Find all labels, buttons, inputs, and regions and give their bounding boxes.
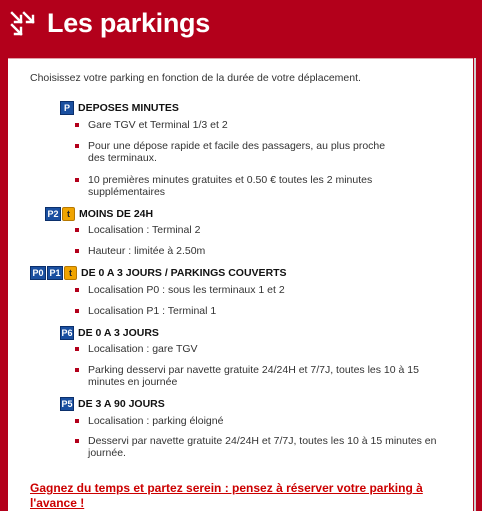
shuttle-badge-icon: t	[62, 207, 75, 221]
section-title: MOINS DE 24H	[79, 208, 154, 220]
list-item: Localisation : gare TGV	[88, 343, 448, 355]
section-title: DEPOSES MINUTES	[78, 102, 179, 114]
scrollbar[interactable]	[474, 58, 476, 511]
parking-p1-badge-icon: P1	[47, 266, 63, 280]
reserve-parking-link[interactable]: Gagnez du temps et partez serein : pensez à réserver votre parking à l'avance !	[30, 481, 423, 510]
shuttle-badge-icon: t	[64, 266, 77, 280]
parking-p-badge-icon: P	[60, 101, 74, 115]
double-arrow-icon	[9, 10, 39, 40]
section-title: DE 3 A 90 JOURS	[78, 398, 165, 410]
list-item: Localisation P0 : sous les terminaux 1 et 2	[88, 284, 448, 296]
parking-p6-badge-icon: P6	[61, 328, 73, 338]
list-item: 10 premières minutes gratuites et 0.50 € toutes les 2 minutes supplémentaires	[88, 174, 398, 198]
list-item: Pour une dépose rapide et facile des passagers, au plus proche des terminaux.	[88, 140, 388, 164]
section-de-0-a-3-jours	[60, 326, 159, 340]
list-item: Parking desservi par navette gratuite 24/24H et 7/7J, toutes les 10 à 15 minutes en journée	[88, 364, 443, 388]
list-item: Localisation : Terminal 2	[88, 224, 448, 236]
list-item: Gare TGV et Terminal 1/3 et 2	[88, 119, 448, 131]
intro-text: Choisissez votre parking en fonction de la durée de votre déplacement.	[30, 72, 361, 84]
section-de-3-a-90-jours	[60, 397, 165, 411]
parking-p2-badge-icon: P2	[45, 207, 61, 221]
parking-p0-badge-icon: P0	[30, 266, 46, 280]
header-bar	[0, 0, 482, 50]
list-item: Desservi par navette gratuite 24/24H et 7/7J, toutes les 10 à 15 minutes en journée.	[88, 435, 448, 459]
section-deposes-minutes	[60, 101, 179, 115]
section-moins-24h	[45, 207, 153, 221]
parking-p5-badge-icon: P5	[61, 399, 73, 409]
page-title: Les parkings	[47, 8, 210, 38]
list-item: Localisation : parking éloigné	[88, 415, 448, 427]
section-parkings-couverts	[30, 266, 287, 280]
section-title: DE 0 A 3 JOURS	[78, 327, 159, 339]
section-title: DE 0 A 3 JOURS / PARKINGS COUVERTS	[81, 267, 287, 279]
list-item: Localisation P1 : Terminal 1	[88, 305, 448, 317]
list-item: Hauteur : limitée à 2.50m	[88, 245, 448, 257]
